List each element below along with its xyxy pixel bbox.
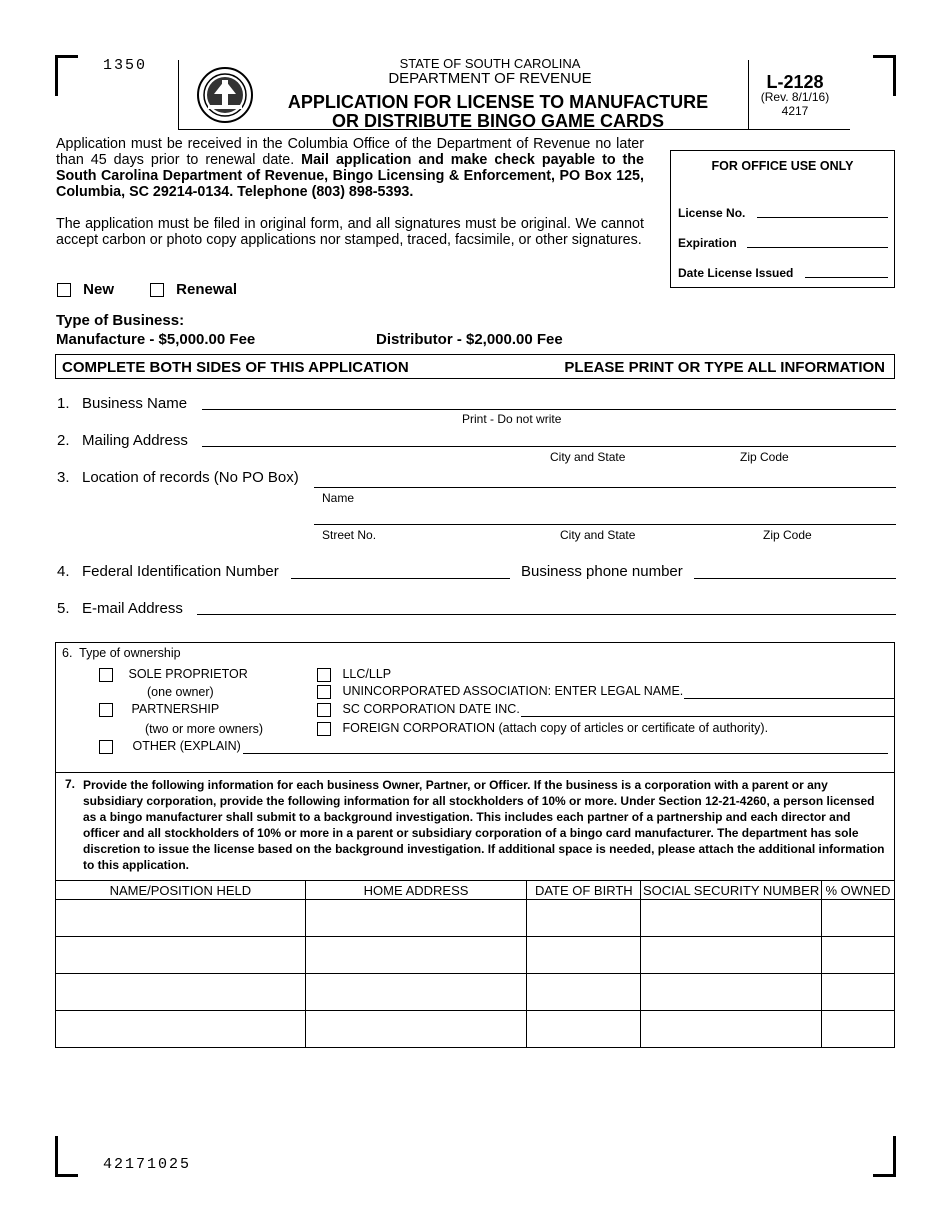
unincorporated-option[interactable] <box>317 684 683 699</box>
header-ssn: SOCIAL SECURITY NUMBER <box>641 881 822 900</box>
location-zip-hint: Zip Code <box>763 528 812 542</box>
table-cell[interactable] <box>822 900 895 937</box>
intro-text-plain: Application must be received in the Columbia Office of the Department of Revenue no later than 45 days prior to renewal date. <box>56 136 644 168</box>
license-no-label: License No. <box>678 206 746 220</box>
business-type-manufacture: Manufacture - $5,000.00 Fee <box>56 331 256 348</box>
llc-label: LLC/LLP <box>342 667 392 681</box>
new-checkbox[interactable] <box>57 283 71 297</box>
business-phone-label: Business phone number <box>521 563 683 580</box>
license-no-field[interactable] <box>757 217 888 218</box>
location-records-label: Location of records (No PO Box) <box>82 469 299 486</box>
header-name-position: NAME/POSITION HELD <box>56 881 306 900</box>
banner-left: COMPLETE BOTH SIDES OF THIS APPLICATION <box>62 359 409 376</box>
sole-proprietor-note: (one owner) <box>147 685 214 699</box>
location-name-hint: Name <box>322 491 355 505</box>
table-cell[interactable] <box>305 974 527 1011</box>
owners-table-header <box>56 881 895 900</box>
form-title-line2: OR DISTRIBUTE BINGO GAME CARDS <box>331 111 664 131</box>
table-cell[interactable] <box>305 1011 527 1048</box>
location-address-field[interactable] <box>314 524 896 525</box>
partnership-checkbox[interactable] <box>99 703 113 717</box>
header-department: DEPARTMENT OF REVENUE <box>388 70 592 87</box>
unincorporated-checkbox[interactable] <box>317 685 331 699</box>
sc-corporation-date-field[interactable] <box>521 716 894 717</box>
table-cell[interactable] <box>56 1011 306 1048</box>
business-type-heading: Type of Business: <box>56 312 185 329</box>
header-state: STATE OF SOUTH CAROLINA <box>399 56 581 71</box>
table-cell[interactable] <box>527 900 641 937</box>
table-cell[interactable] <box>822 1011 895 1048</box>
other-explain-field[interactable] <box>243 753 888 754</box>
sc-corporation-checkbox[interactable] <box>317 703 331 717</box>
section-7-text: Provide the following information for each business Owner, Partner, or Officer. If the business is a corporation with a parent or any subsidiary corporation, provide the following information for all stockholders of 10% or more. Under Section 12-21-4260, a person licensed as a bingo manufacturer shall submit to a background investigation. This includes each partner of a partnership and each director and officer and all stockholders of 10% or more in a parent or subsidiary corporation of a bingo card manufacturer. The department has sole discretion to issue the license based on the background investigation. If additional space is needed, please attach the additional information to this application. <box>83 778 885 872</box>
federal-id-label: Federal Identification Number <box>82 563 279 580</box>
sole-proprietor-label: SOLE PROPRIETOR <box>128 667 248 681</box>
instruction-banner <box>55 354 895 379</box>
table-row <box>56 974 895 1011</box>
partnership-label: PARTNERSHIP <box>131 702 220 716</box>
form-revision: (Rev. 8/1/16) <box>760 90 830 104</box>
table-cell[interactable] <box>641 1011 822 1048</box>
business-name-field[interactable] <box>202 409 896 410</box>
office-use-box <box>670 150 895 288</box>
llc-option[interactable] <box>317 667 391 682</box>
table-cell[interactable] <box>56 937 306 974</box>
sole-proprietor-option[interactable] <box>99 667 248 682</box>
intro-paragraph-1 <box>56 136 644 200</box>
form-id: 4217 <box>781 104 809 118</box>
table-cell[interactable] <box>56 974 306 1011</box>
partnership-note: (two or more owners) <box>145 722 264 736</box>
office-use-title: FOR OFFICE USE ONLY <box>711 159 854 173</box>
table-cell[interactable] <box>822 974 895 1011</box>
email-label: E-mail Address <box>82 600 183 617</box>
llc-checkbox[interactable] <box>317 668 331 682</box>
mailing-city-state-hint: City and State <box>550 450 626 464</box>
banner-right: PLEASE PRINT OR TYPE ALL INFORMATION <box>564 359 885 376</box>
table-row <box>56 937 895 974</box>
business-type-distributor: Distributor - $2,000.00 Fee <box>376 331 563 348</box>
table-row <box>56 900 895 937</box>
field-5-number: 5. <box>57 600 70 617</box>
location-street-hint: Street No. <box>322 528 377 542</box>
table-cell[interactable] <box>641 937 822 974</box>
field-4-number: 4. <box>57 563 70 580</box>
renewal-label: Renewal <box>176 281 238 298</box>
sc-corporation-option[interactable] <box>317 702 520 717</box>
other-option[interactable] <box>99 739 241 754</box>
intro-paragraph-2: The application must be filed in original form, and all signatures must be original. We cannot accept carbon or photo copy applications nor stamped, traced, facsimile, or other signatures. <box>56 216 644 248</box>
section-7-box <box>55 772 895 881</box>
table-cell[interactable] <box>527 937 641 974</box>
email-field[interactable] <box>197 614 896 615</box>
field-3-number: 3. <box>57 469 70 486</box>
business-name-hint: Print - Do not write <box>462 412 562 426</box>
header-divider-left <box>178 60 179 130</box>
unincorporated-label: UNINCORPORATED ASSOCIATION: ENTER LEGAL NAME. <box>342 684 684 698</box>
business-phone-field[interactable] <box>694 578 896 579</box>
business-name-label: Business Name <box>82 395 188 412</box>
unincorporated-name-field[interactable] <box>684 698 894 699</box>
crop-mark-bottom-right <box>873 1136 896 1177</box>
mailing-zip-hint: Zip Code <box>740 450 789 464</box>
header-percent-owned: % OWNED <box>822 881 895 900</box>
barcode-text: 42171025 <box>103 1156 192 1173</box>
table-cell[interactable] <box>527 1011 641 1048</box>
header-date-of-birth: DATE OF BIRTH <box>527 881 641 900</box>
foreign-corporation-label: FOREIGN CORPORATION (attach copy of articles or certificate of authority). <box>342 721 769 735</box>
crop-mark-bottom-left <box>55 1136 78 1177</box>
federal-id-field[interactable] <box>291 578 510 579</box>
field-1-number: 1. <box>57 395 70 412</box>
expiration-label: Expiration <box>678 236 737 250</box>
table-cell[interactable] <box>305 900 527 937</box>
state-seal-icon <box>196 66 254 124</box>
partnership-option[interactable] <box>99 702 219 717</box>
foreign-corporation-option[interactable] <box>317 721 768 736</box>
ownership-heading: 6. Type of ownership <box>62 646 181 660</box>
location-city-state-hint: City and State <box>560 528 636 542</box>
expiration-field[interactable] <box>747 247 888 248</box>
location-name-field[interactable] <box>314 487 896 488</box>
table-cell[interactable] <box>527 974 641 1011</box>
crop-mark-top-right <box>873 55 896 96</box>
header-home-address: HOME ADDRESS <box>305 881 527 900</box>
other-checkbox[interactable] <box>99 740 113 754</box>
section-7-number: 7. <box>65 777 76 791</box>
table-cell[interactable] <box>641 974 822 1011</box>
form-code-top: 1350 <box>103 57 148 74</box>
form-number: L-2128 <box>766 72 824 92</box>
table-cell[interactable] <box>305 937 527 974</box>
field-2-number: 2. <box>57 432 70 449</box>
form-title-line1: APPLICATION FOR LICENSE TO MANUFACTURE <box>287 92 709 112</box>
renewal-checkbox[interactable] <box>150 283 164 297</box>
header-divider-right <box>748 60 749 130</box>
table-cell[interactable] <box>641 900 822 937</box>
mailing-address-label: Mailing Address <box>82 432 188 449</box>
foreign-corporation-checkbox[interactable] <box>317 722 331 736</box>
renewal-option[interactable] <box>150 281 237 298</box>
date-issued-label: Date License Issued <box>678 266 794 280</box>
date-issued-field[interactable] <box>805 277 888 278</box>
new-option[interactable] <box>57 281 114 298</box>
other-label: OTHER (EXPLAIN) <box>132 739 241 753</box>
table-cell[interactable] <box>822 937 895 974</box>
owners-table <box>55 880 895 1048</box>
sc-corporation-label: SC CORPORATION DATE INC. <box>342 702 520 716</box>
ownership-section <box>55 642 895 773</box>
new-label: New <box>83 281 115 298</box>
sole-proprietor-checkbox[interactable] <box>99 668 113 682</box>
table-row <box>56 1011 895 1048</box>
table-cell[interactable] <box>56 900 306 937</box>
mailing-address-field[interactable] <box>202 446 896 447</box>
crop-mark-top-left <box>55 55 78 96</box>
intro-text-bold: Mail application and make check payable to the South Carolina Department of Revenue, Bingo Licensing & Enforcement, PO Box 125, Columbia, SC 29214-0134. Telephone (803) 898-5393. <box>56 152 644 200</box>
